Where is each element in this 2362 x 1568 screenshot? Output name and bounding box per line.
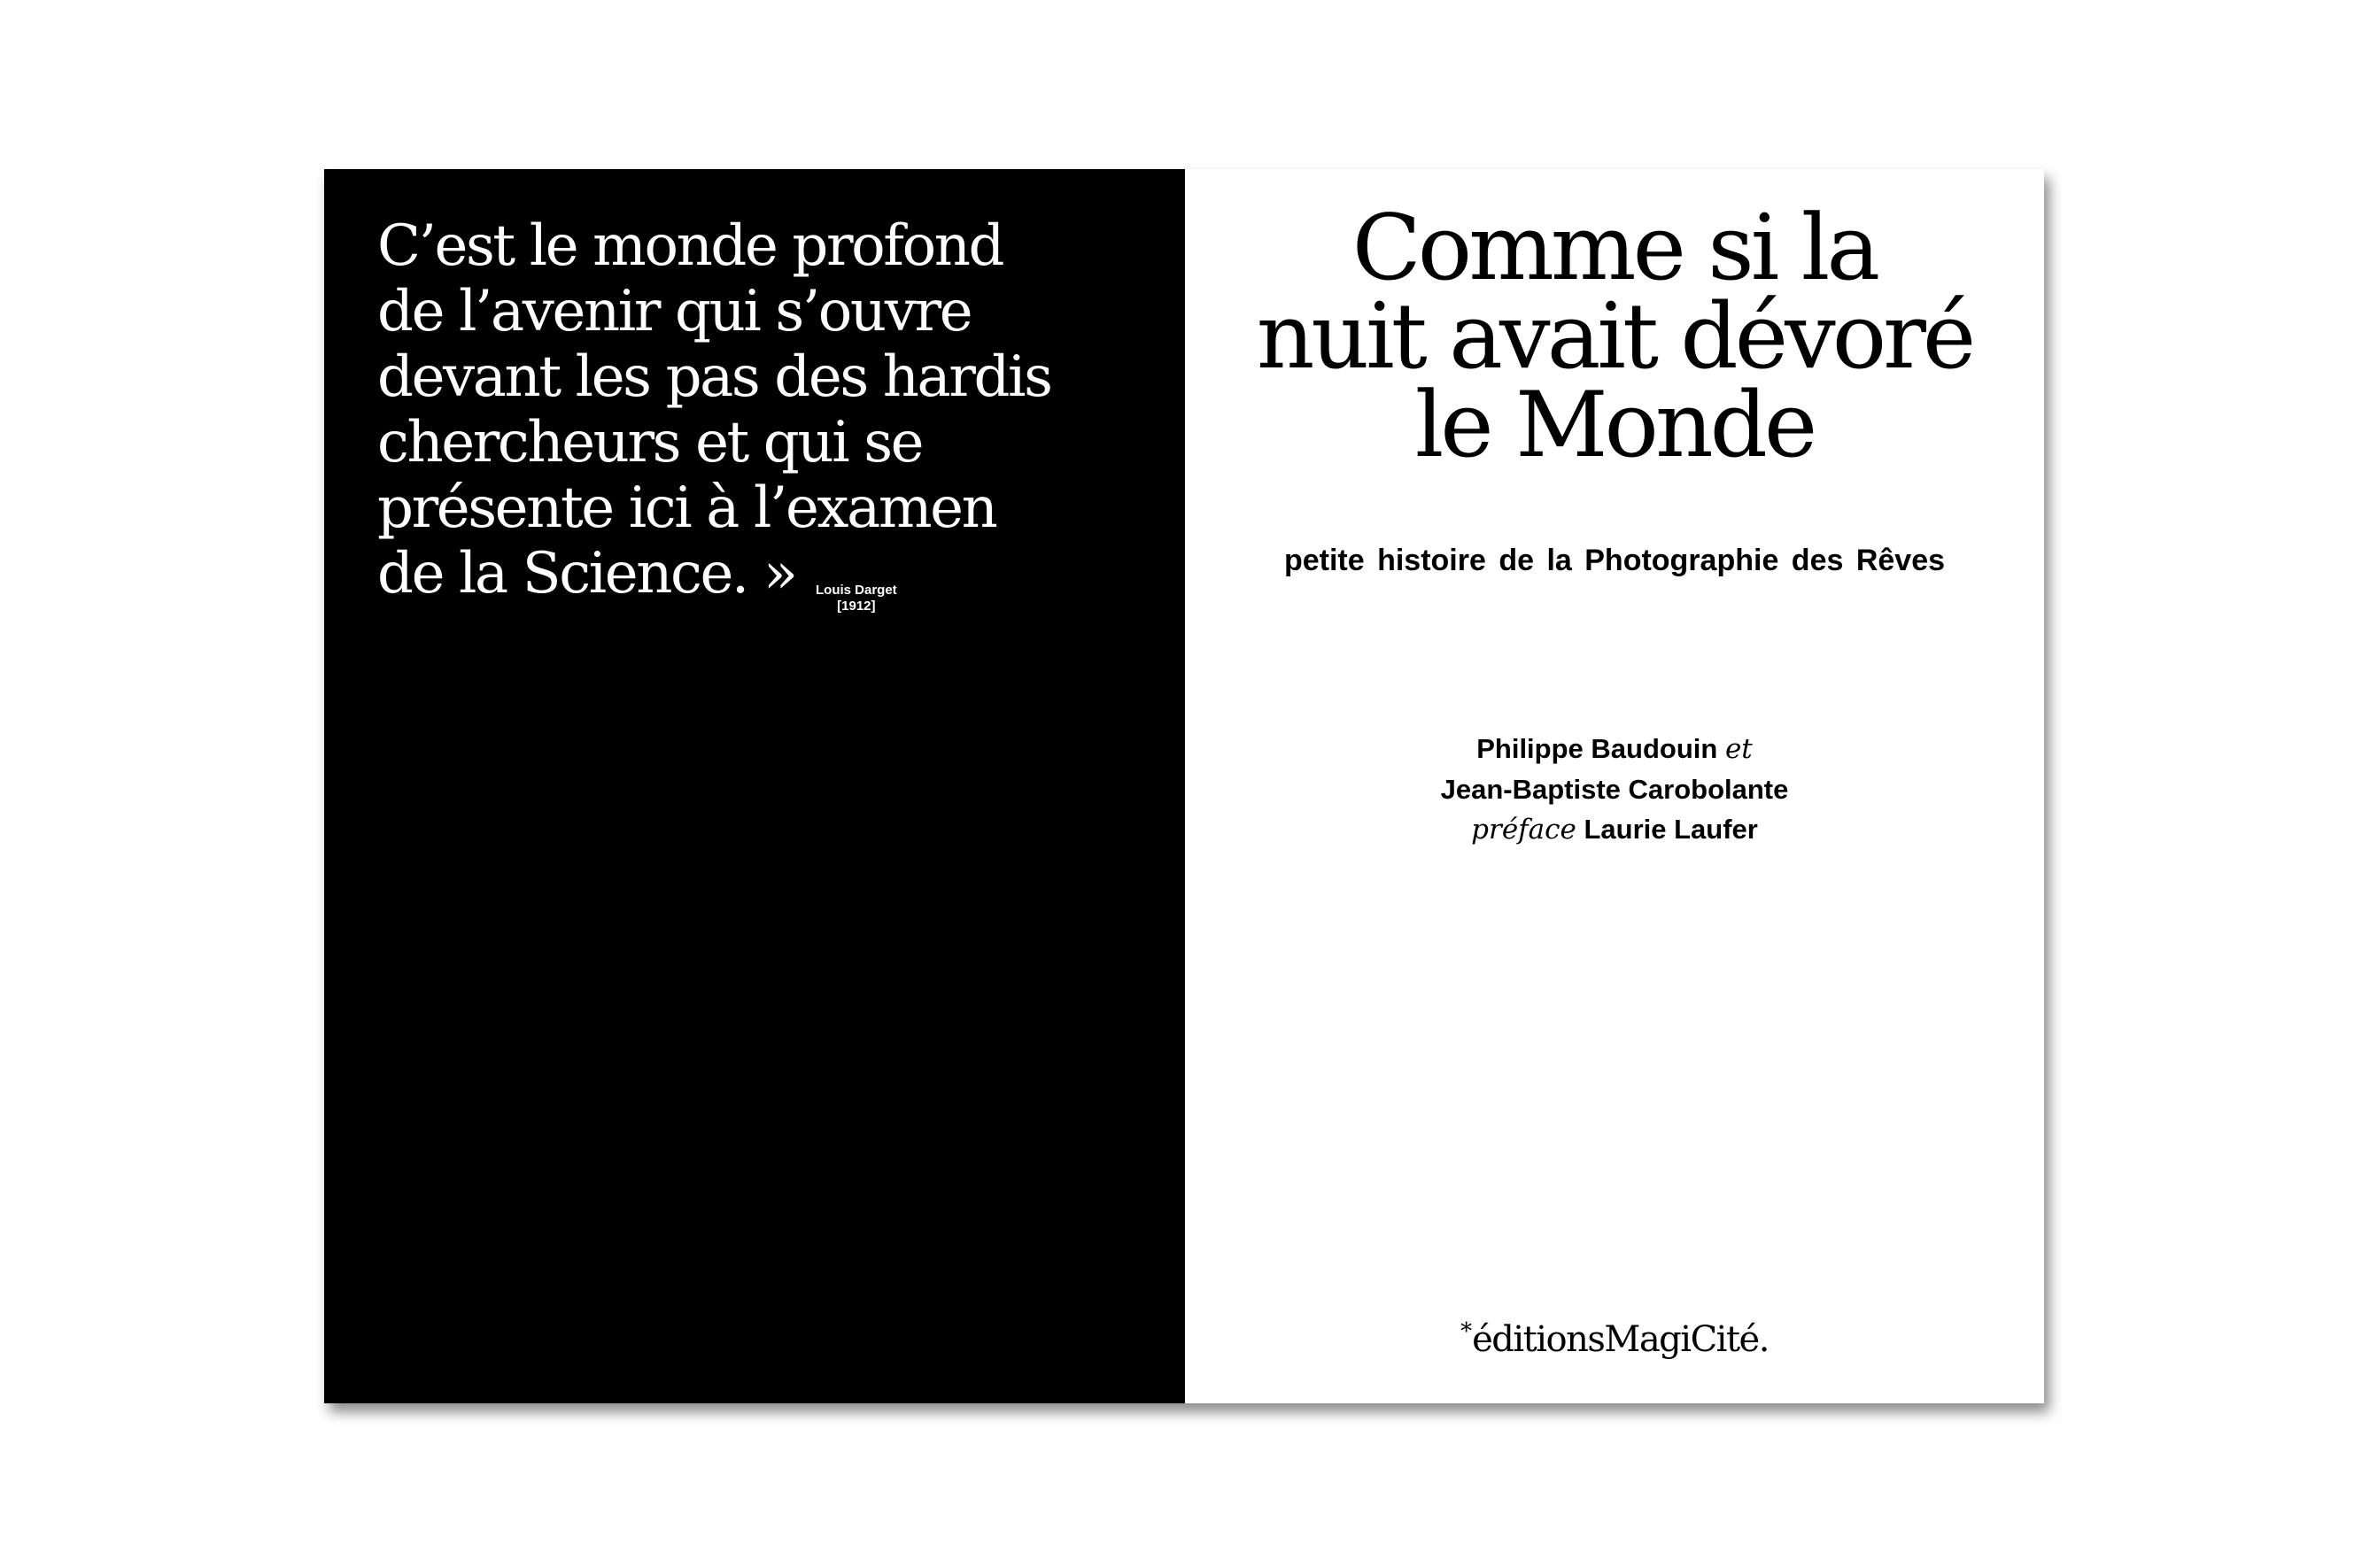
attribution-name: Louis Darget <box>816 583 897 598</box>
quote-attribution <box>816 583 897 614</box>
conjunction: et <box>1724 733 1753 765</box>
book-spread <box>324 169 2044 1403</box>
attribution-year: [1912] <box>837 599 876 614</box>
author-1: Philippe Baudouin <box>1476 733 1718 764</box>
left-page <box>324 169 1185 1403</box>
right-page <box>1185 169 2044 1403</box>
publisher-asterisk: * <box>1460 1318 1473 1345</box>
book-subtitle: petite histoire de la Photographie des Rêves <box>1283 544 1946 577</box>
preface-author: Laurie Laufer <box>1584 814 1758 845</box>
quote-text: C’est le monde profond de l’avenir qui s’ouvre devant les pas des hardis chercheurs et qui se présente ici à l’examen de la Science. » <box>377 213 1051 606</box>
credits <box>1185 729 2044 850</box>
publisher-name: éditionsMagiCité. <box>1472 1319 1769 1360</box>
book-title: Comme si la nuit avait dévoré le Monde <box>1256 196 1973 478</box>
credits-line-3 <box>1185 809 2044 850</box>
preface-label: préface <box>1471 814 1576 846</box>
credits-line-1 <box>1185 729 2044 769</box>
author-2: Jean-Baptiste Carobolante <box>1440 774 1789 805</box>
publisher-logo <box>1185 1311 2044 1360</box>
